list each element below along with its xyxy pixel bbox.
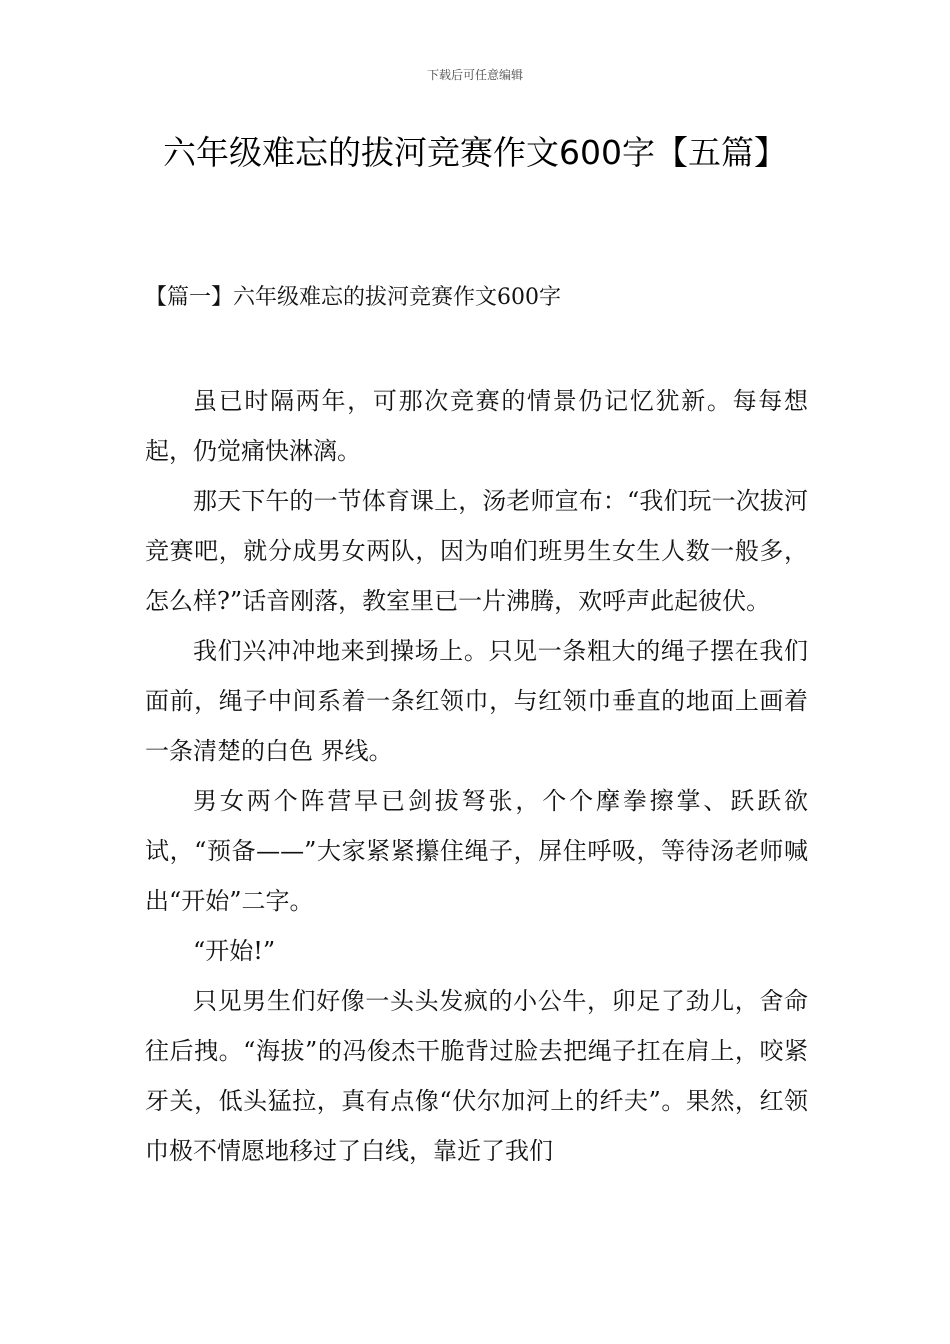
paragraph: 男女两个阵营早已剑拔弩张，个个摩拳擦掌、跃跃欲试，“预备——”大家紧紧攥住绳子，屏住呼吸，等待汤老师喊出“开始”二字。 [145,787,808,915]
paragraph: 那天下午的一节体育课上，汤老师宣布：“我们玩一次拔河竞赛吧，就分成男女两队，因为咱们班男生女生人数一般多，怎么样?”话音刚落，教室里已一片沸腾，欢呼声此起彼伏。 [145,487,808,615]
section-heading: 【篇一】六年级难忘的拔河竞赛作文600字 [145,285,561,310]
paragraph: 只见男生们好像一头头发疯的小公牛，卯足了劲儿，舍命往后拽。“海拔”的冯俊杰干脆背过脸去把绳子扛在肩上，咬紧牙关，低头猛拉，真有点像“伏尔加河上的纤夫”。果然，红领巾极不情愿地移过了白线，靠近了我们 [145,987,808,1165]
paragraph: “开始!” [193,937,276,965]
paragraph: 虽已时隔两年，可那次竞赛的情景仍记忆犹新。每每想起，仍觉痛快淋漓。 [145,387,808,465]
header-note: 下载后可任意编辑 [426,68,523,82]
document-title: 六年级难忘的拔河竞赛作文600字【五篇】 [163,133,787,172]
paragraph: 我们兴冲冲地来到操场上。只见一条粗大的绳子摆在我们面前，绳子中间系着一条红领巾，与红领巾垂直的地面上画着一条清楚的白色 界线。 [145,637,808,765]
body-text [145,376,808,1176]
